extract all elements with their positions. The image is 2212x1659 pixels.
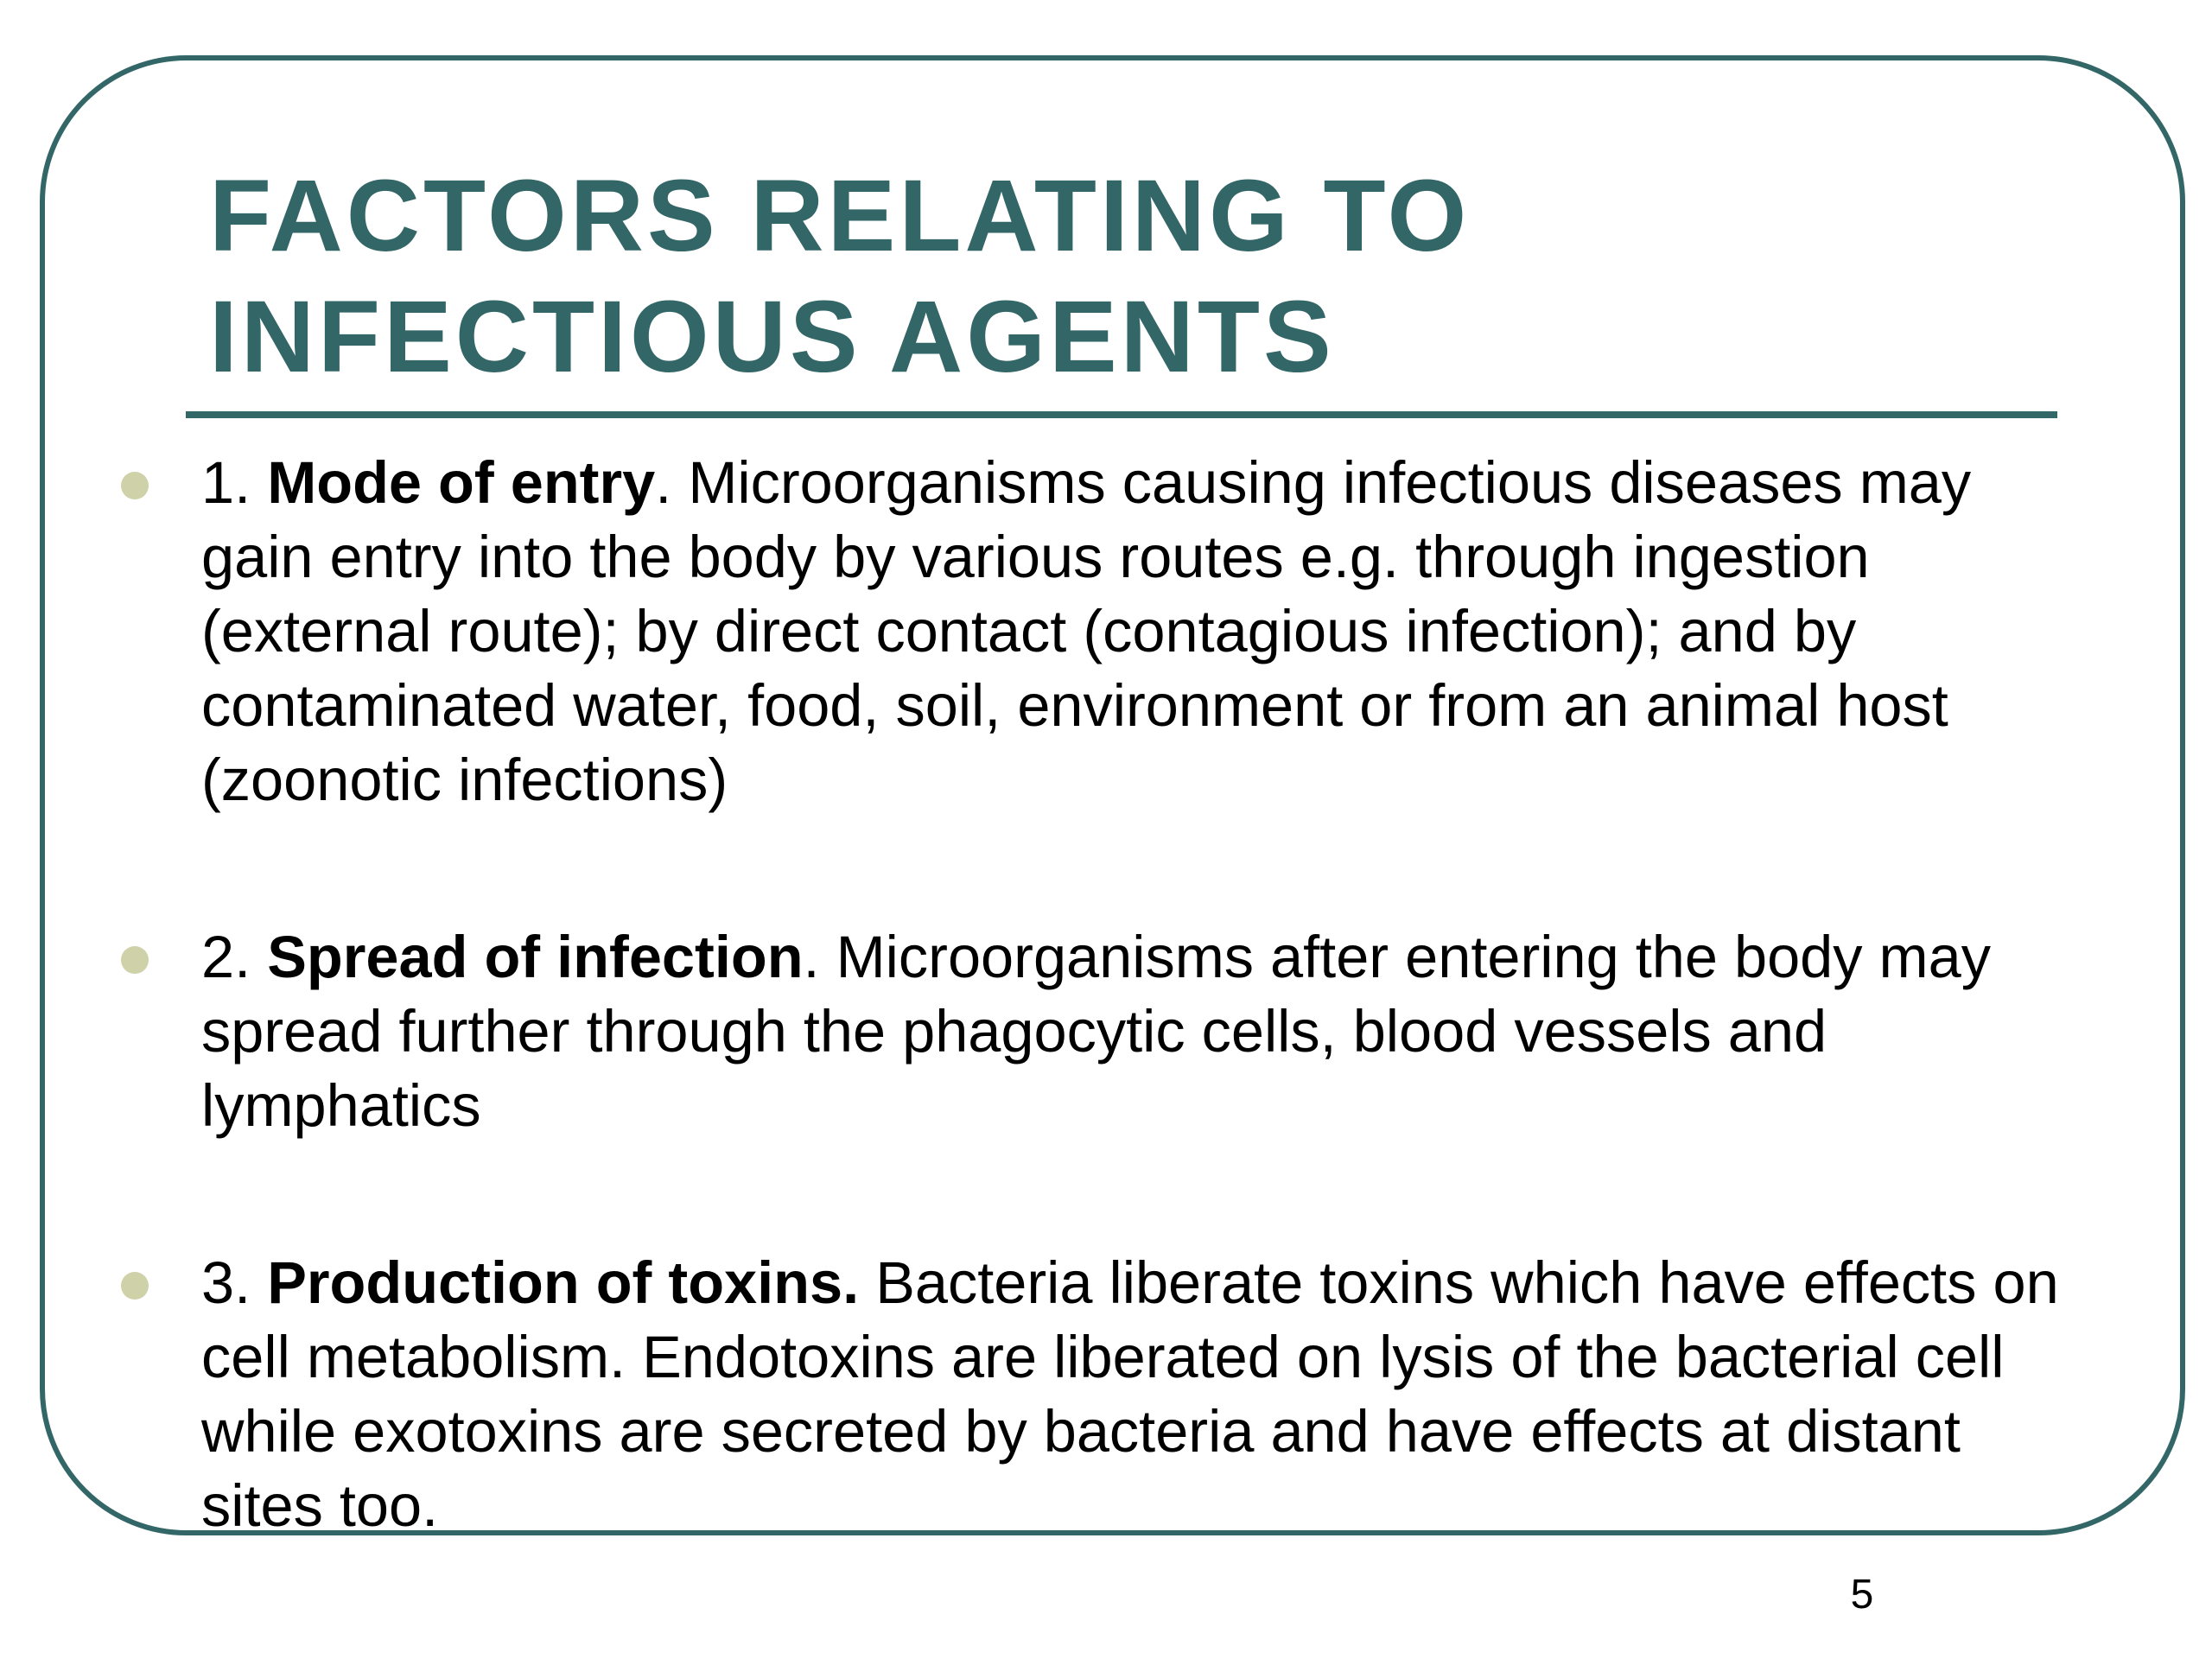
bullet-heading: Production of toxins.: [267, 1249, 860, 1316]
bullet-text: [201, 1246, 2085, 1543]
title-divider: [186, 411, 2057, 418]
slide-title-line-1: FACTORS RELATING TO: [209, 159, 1471, 273]
bullet-text: [201, 446, 2085, 817]
bullet-text: [201, 920, 2085, 1143]
bullet-heading: Mode of entry: [267, 449, 656, 516]
bullet-dot-icon: [121, 946, 149, 974]
slide-title-line-2: INFECTIOUS AGENTS: [209, 280, 1335, 394]
bullet-number: 2.: [201, 924, 251, 990]
bullet-body: . Microorganisms causing infectious diseases may gain entry into the body by various routes e.g. through ingestion (external route); by direct contact (contagious infection); and by contaminated water, food, soil, environment or from an animal host (zoonotic infections): [201, 449, 1972, 813]
bullet-heading: Spread of infection: [267, 924, 804, 990]
slide-title: [209, 156, 2024, 397]
bullet-body: Bacteria liberate toxins which have effects on cell metabolism. Endotoxins are liberated on lysis of the bacterial cell while exotoxins are secreted by bacteria and have effects at distant sites too.: [201, 1249, 2059, 1539]
bullet-body: . Microorganisms after entering the body may spread further through the phagocytic cells, blood vessels and lymphatics: [201, 924, 1991, 1139]
bullet-dot-icon: [121, 1272, 149, 1300]
bullet-dot-icon: [121, 472, 149, 499]
bullet-number: 3.: [201, 1249, 251, 1316]
page-number: 5: [1850, 1572, 1874, 1618]
bullet-number: 1.: [201, 449, 251, 516]
